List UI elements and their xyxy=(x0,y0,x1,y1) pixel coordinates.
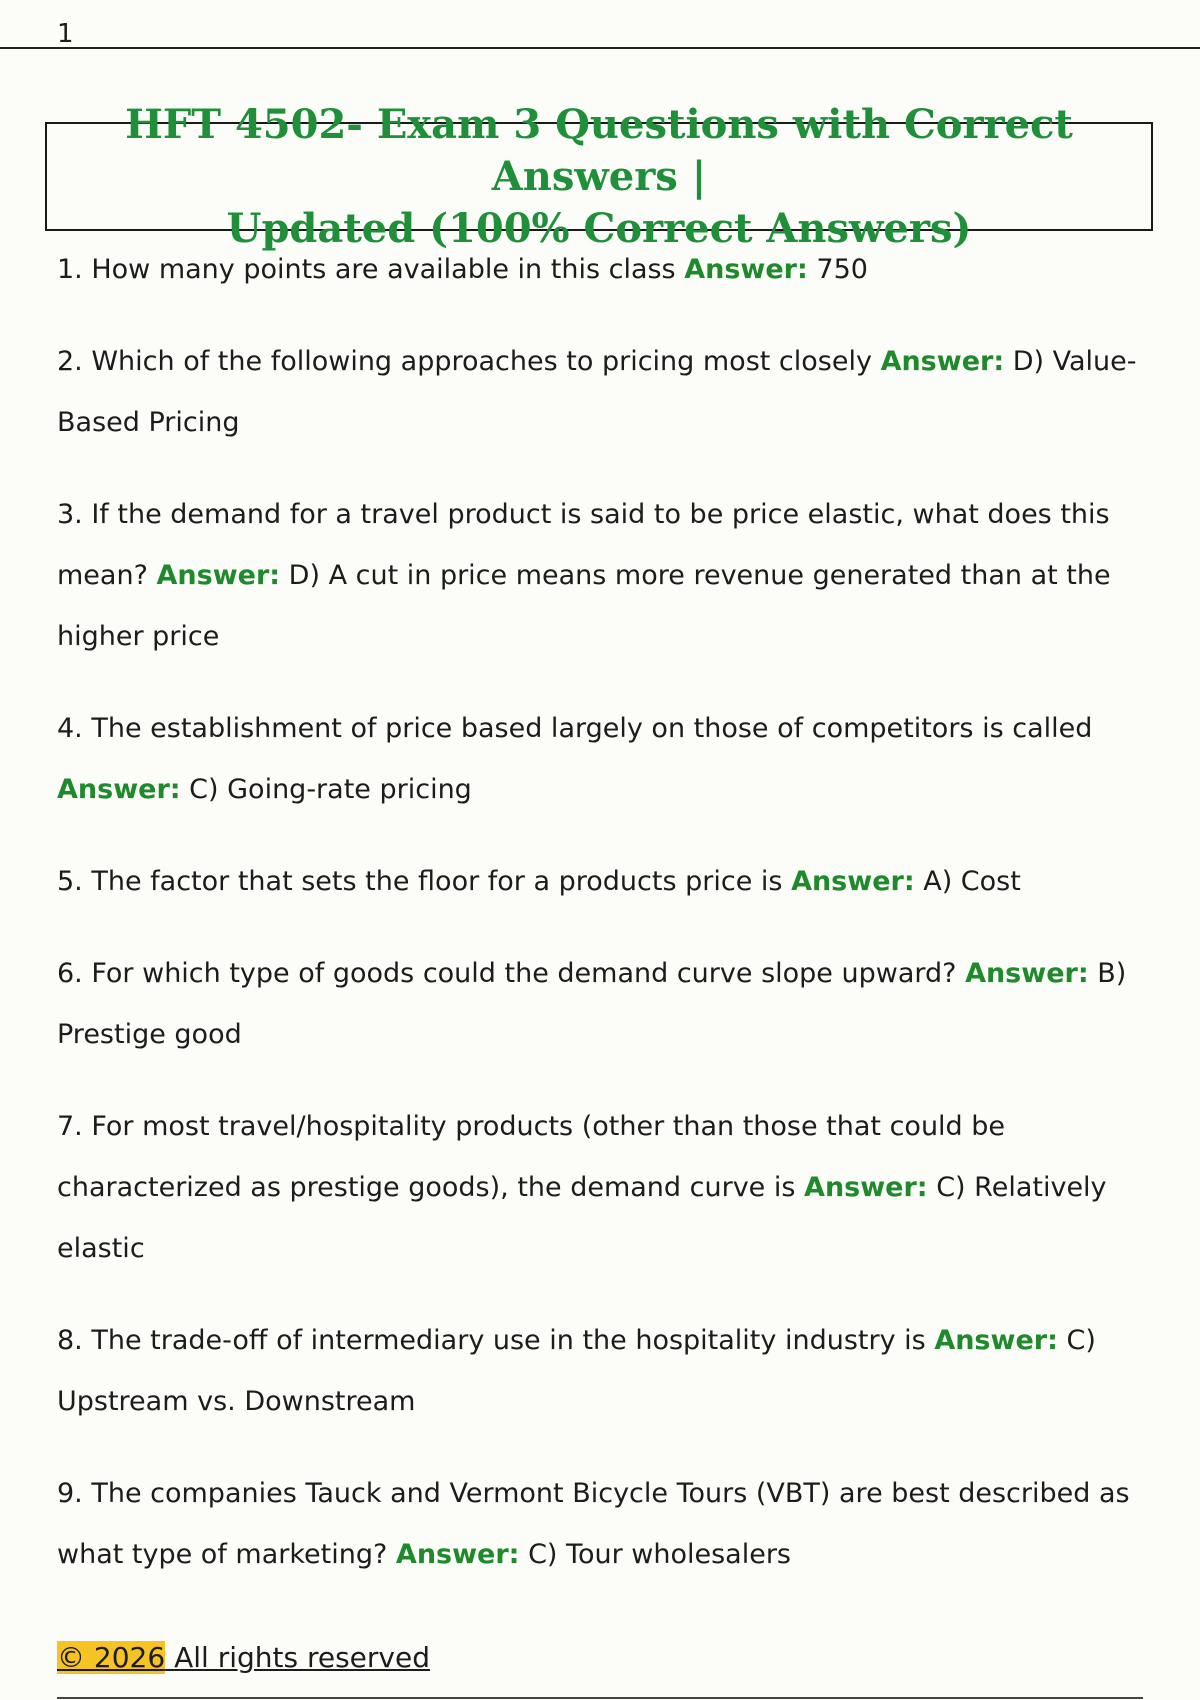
question-text: 9. The companies Tauck and Vermont Bicycle Tours (VBT) are best described as what type of marketing? xyxy=(57,1478,1130,1570)
title-box xyxy=(45,100,1153,252)
copyright-year: © 2026 xyxy=(57,1641,166,1674)
answer-label: Answer: xyxy=(156,560,281,591)
document-title xyxy=(59,99,1139,255)
question-text: 7. For most travel/hospitality products (other than those that could be characterized as prestige goods), the demand curve is xyxy=(57,1111,1006,1203)
question-item xyxy=(57,1096,1157,1279)
question-text: 1. How many points are available in this class xyxy=(57,254,676,285)
question-text: 3. If the demand for a travel product is said to be price elastic, what does this mean? xyxy=(57,499,1110,591)
question-item xyxy=(57,698,1157,820)
answer-text: B) Prestige good xyxy=(57,958,1127,1050)
footer-rule xyxy=(57,1697,1143,1699)
answer-label: Answer: xyxy=(965,958,1089,989)
answer-label: Answer: xyxy=(934,1325,1058,1356)
page-number: 1 xyxy=(57,19,74,49)
rights-text: All rights reserved xyxy=(174,1641,430,1674)
header-rule xyxy=(0,47,1200,49)
question-item xyxy=(57,1463,1157,1585)
answer-text: C) Tour wholesalers xyxy=(528,1539,791,1570)
question-item xyxy=(57,943,1157,1065)
question-text: 2. Which of the following approaches to pricing most closely xyxy=(57,346,872,377)
answer-text: C) Relatively elastic xyxy=(57,1172,1107,1264)
answer-text: D) A cut in price means more revenue generated than at the higher price xyxy=(57,560,1111,652)
answer-text: 750 xyxy=(816,254,868,285)
question-text: 5. The factor that sets the floor for a products price is xyxy=(57,866,783,897)
question-item xyxy=(57,851,1157,912)
answer-text: D) Value-Based Pricing xyxy=(57,346,1137,438)
title-line-1: HFT 4502- Exam 3 Questions with Correct Answers | xyxy=(125,100,1073,200)
question-item xyxy=(57,484,1157,667)
answer-label: Answer: xyxy=(804,1172,928,1203)
answer-label: Answer: xyxy=(791,866,915,897)
footer-copyright xyxy=(57,1640,430,1676)
answer-text: A) Cost xyxy=(923,866,1021,897)
answer-text: C) Going-rate pricing xyxy=(189,774,472,805)
answer-label: Answer: xyxy=(880,346,1005,377)
answer-label: Answer: xyxy=(684,254,808,285)
question-text: 6. For which type of goods could the demand curve slope upward? xyxy=(57,958,957,989)
question-list xyxy=(57,239,1157,1616)
title-line-2: Updated (100% Correct Answers) xyxy=(226,204,972,252)
question-text: 8. The trade-off of intermediary use in the hospitality industry is xyxy=(57,1325,926,1356)
question-text: 4. The establishment of price based largely on those of competitors is called xyxy=(57,713,1093,744)
answer-label: Answer: xyxy=(395,1539,520,1570)
question-item xyxy=(57,1310,1157,1432)
question-item xyxy=(57,331,1157,453)
answer-text: C) Upstream vs. Downstream xyxy=(57,1325,1096,1417)
question-item xyxy=(57,239,1157,300)
answer-label: Answer: xyxy=(57,774,181,805)
